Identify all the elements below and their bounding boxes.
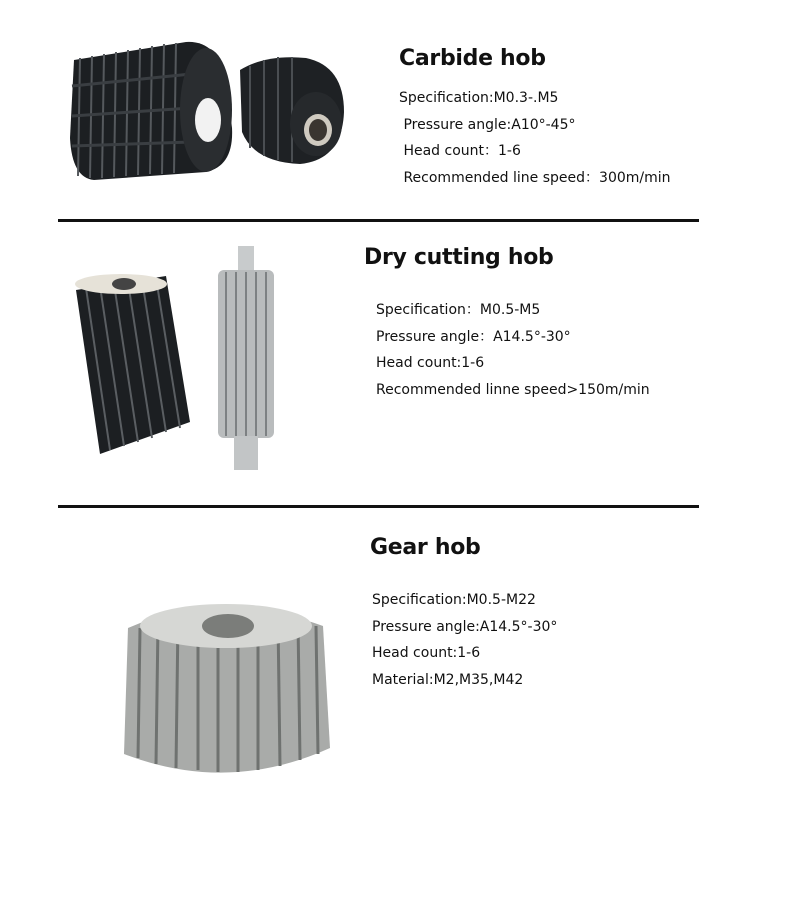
section-title-dry-cutting-hob: Dry cutting hob (364, 245, 554, 270)
carbide-hob-specs (399, 85, 671, 191)
section-title-carbide-hob: Carbide hob (399, 46, 546, 71)
spec-line: Specification:M0.3-.M5 (399, 90, 559, 106)
spec-line: Recommended linne speed>150m/min (376, 381, 650, 398)
section-title-gear-hob: Gear hob (370, 535, 481, 560)
carbide-hob-large-image (66, 38, 238, 183)
gear-hob-image (118, 598, 338, 784)
spec-line: Head count:1-6 (372, 645, 481, 661)
dry-cutting-hob-black-image (66, 272, 194, 458)
spec-line: Head count：1-6 (399, 143, 521, 159)
gear-hob-specs (372, 587, 557, 693)
spec-line: Specification：M0.5-M5 (376, 302, 541, 318)
section-divider (58, 505, 699, 508)
dry-cutting-hob-specs (376, 297, 650, 403)
carbide-hob-small-image (236, 52, 348, 167)
spec-line: Pressure angle:A10°-45° (399, 116, 576, 133)
spec-line: Head count:1-6 (376, 355, 485, 371)
spec-line: Material:M2,M35,M42 (372, 671, 524, 688)
spec-line: Pressure angle：A14.5°-30° (376, 328, 571, 345)
spec-line: Specification:M0.5-M22 (372, 592, 536, 608)
spec-line: Recommended line speed：300m/min (399, 169, 671, 186)
dry-cutting-hob-silver-image (212, 244, 280, 474)
section-divider (58, 219, 699, 222)
spec-line: Pressure angle:A14.5°-30° (372, 618, 558, 635)
